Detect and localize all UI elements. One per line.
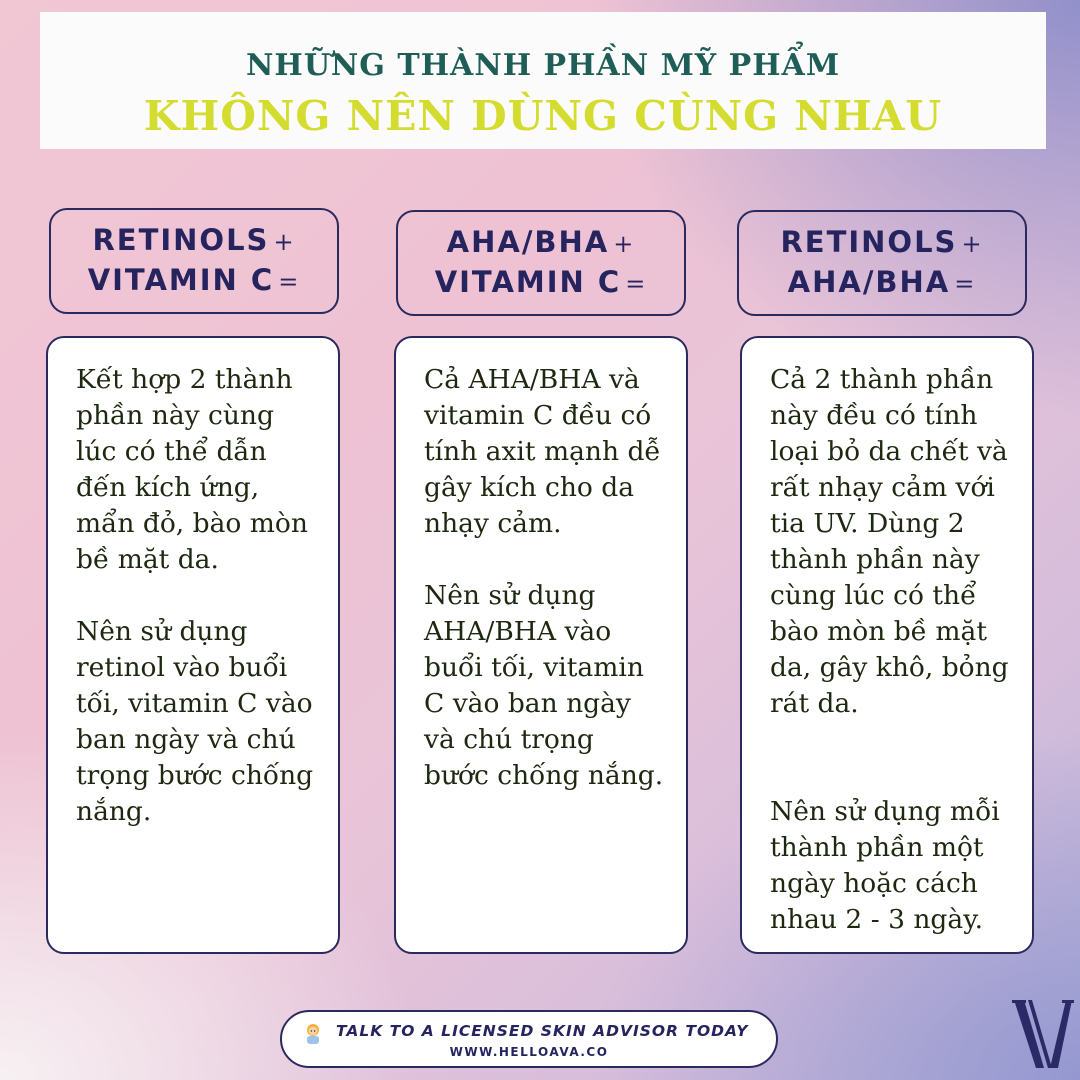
card-retinol-aha-bha (740, 336, 1034, 954)
combo-pill-retinol-vitamin-c (49, 208, 339, 314)
title-line-1: NHỮNG THÀNH PHẦN MỸ PHẨM (245, 48, 841, 83)
card-aha-bha-vitamin-c (394, 336, 688, 954)
equals-sign: = (625, 270, 648, 298)
equals-sign: = (278, 268, 301, 296)
plus-sign: + (273, 228, 296, 256)
plus-sign: + (961, 230, 984, 258)
combo-ingredient-a: RETINOLS (780, 225, 958, 259)
cta-text: TALK TO A LICENSED SKIN ADVISOR TODAY (336, 1022, 749, 1040)
card-effect-text: Cả AHA/BHA và vitamin C đều có tính axit mạnh dễ gây kích cho da nhạy cảm. (424, 364, 661, 539)
card-effect-text: Cả 2 thành phần này đều có tính loại bỏ da chết và rất nhạy cảm với tia UV. Dùng 2 thành phần này cùng lúc có thể bào mòn bề mặt da, gây khô, bỏng rát da. (770, 364, 1009, 719)
card-advice-text: Nên sử dụng retinol vào buổi tối, vitamin C vào ban ngày và chú trọng bước chống nắng. (76, 616, 314, 827)
card-advice-text: Nên sử dụng mỗi thành phần một ngày hoặc cách nhau 2 - 3 ngày. (770, 796, 1000, 935)
ava-monogram-logo (1010, 996, 1074, 1072)
title-banner (40, 12, 1046, 149)
person-advisor-icon (302, 1022, 324, 1044)
equals-sign: = (954, 270, 977, 298)
website-link[interactable]: WWW.HELLOAVA.CO (449, 1045, 609, 1059)
combo-ingredient-a: AHA/BHA (446, 225, 610, 259)
combo-pill-aha-bha-vitamin-c (396, 210, 686, 316)
title-line-2: KHÔNG NÊN DÙNG CÙNG NHAU (143, 92, 943, 140)
card-effect-text: Kết hợp 2 thành phần này cùng lúc có thể dẫn đến kích ứng, mẩn đỏ, bào mòn bề mặt da. (76, 364, 308, 575)
combo-ingredient-b: AHA/BHA (787, 265, 951, 299)
card-retinol-vitamin-c (46, 336, 340, 954)
plus-sign: + (613, 230, 636, 258)
combo-ingredient-b: VITAMIN C (87, 263, 275, 297)
combo-pill-retinol-aha-bha (737, 210, 1027, 316)
combo-ingredient-b: VITAMIN C (434, 265, 622, 299)
combo-ingredient-a: RETINOLS (92, 223, 270, 257)
card-advice-text: Nên sử dụng AHA/BHA vào buổi tối, vitamin C vào ban ngày và chú trọng bước chống nắng. (424, 580, 664, 791)
advisor-cta-button[interactable] (280, 1010, 778, 1068)
